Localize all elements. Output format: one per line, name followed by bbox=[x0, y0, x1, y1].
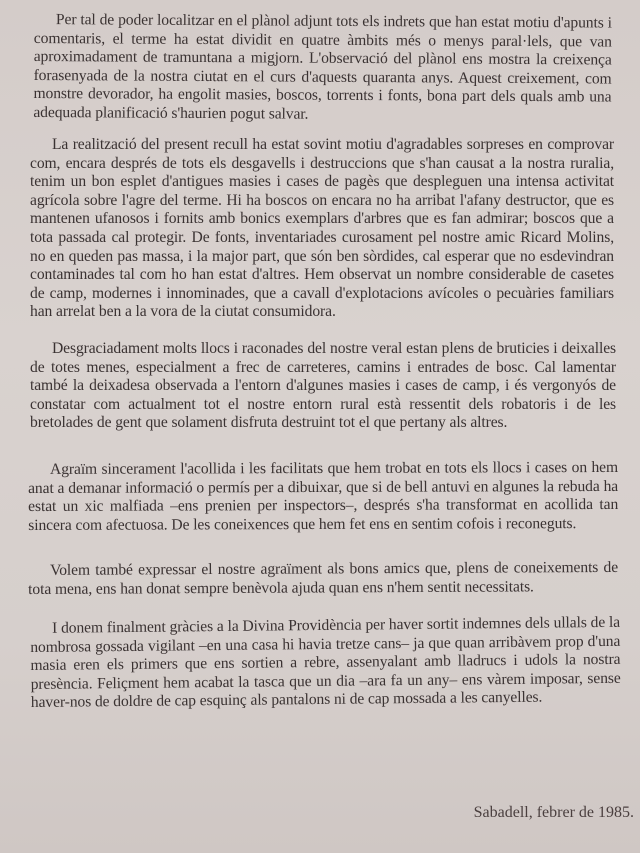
signature-place-date: Sabadell, febrer de 1985. bbox=[473, 804, 634, 821]
paragraph-thanks-friends: Volem també expressar el nostre agraïment als bons amics que, plens de coneixements de tota mena, ens han donat sempre benèvola ajuda quan ens n'hem sentit necessitats. bbox=[28, 558, 619, 598]
paragraph-map-description: Per tal de poder localitzar en el plànol adjunt tots els indrets que han estat motiu d'apunts i comentaris, el terme ha estat dividit en quatre àmbits més o menys paral·lels, que van aproximadament de tramuntana a migjorn. L'observació del plànol ens mostra la creixença forasenyada de la nostra ciutat en el curs d'aquests quaranta anys. Aquest creixement, com monstre devorador, ha engolit masies, boscos, torrents i fonts, bona part dels quals amb una adequada planificació s'haurien pogut salvar. bbox=[33, 11, 612, 123]
paragraph-thanks-hospitality: Agraïm sincerament l'acollida i les facilitats que hem trobat en tots els llocs i cases on hem anat a demanar informació o permís per a dibuixar, que si de bell antuvi en algunes la rebuda ha estat un xic malfiada –ens prenien per inspectors–, després s'ha transformat en acollida tan sincera com afectuosa. De les coneixences que hem fet ens en sentim cofois i reconeguts. bbox=[28, 458, 619, 534]
paragraph-litter-lament: Desgraciadament molts llocs i raconades del nostre veral estan plens de bruticies i deixalles de totes menes, especialment a frec de carreteres, camins i entrades de bosc. Cal lamentar també la deixadesa observada a l'entorn d'algunes masies i cases de camp, i és vergonyós de constatar com actualment tot el nostre entorn rural està ressentit dels robatoris i de les bretolades de gent que solament disfruta destruint tot el que pertany als altres. bbox=[30, 340, 616, 432]
paragraph-compilation-findings: La realització del present recull ha estat sovint motiu d'agradables sorpreses en comprovar com, encara després de tots els desgavells i destruccions que s'han causat a la nostra ruralia, tenim un bon esplet d'antigues masies i cases de pagès que despleguen una intensa activitat agrícola sobre l'agre del terme. Hi ha boscos on encara no ha arribat l'afany destructor, que es mantenen ufanosos i fornits amb bonics exemplars d'arbres que es fan admirar; boscos que a tota passada cal protegir. De fonts, inventariades curosament pel nostre amic Ricard Molins, no en queden pas massa, i la major part, que són ben sòrdides, cal esperar que no esdevindran contaminades tal com ho han estat d'altres. Hem observat un nombre considerable de casetes de camp, modernes i innominades, que a cavall d'explotacions avícoles o pecuàries familiars han arrelat ben a la vora de la ciutat consumidora. bbox=[30, 136, 614, 321]
paragraph-thanks-providence: I donem finalment gràcies a la Divina Providència per haver sortit indemnes dels ullals de la nombrosa gossada vigilant –en una casa hi havia tretze cans– ja que quan arribàvem prop d'una masia eren els primers que ens sortien a rebre, assenyalant amb lladrucs i udols la nostra presència. Feliçment hem acabat la tasca que un dia –ara fa un any– ens vàrem imposar, sense haver-nos de doldre de cap esquinç als pantalons ni de cap mossada a les canyelles. bbox=[30, 613, 621, 712]
